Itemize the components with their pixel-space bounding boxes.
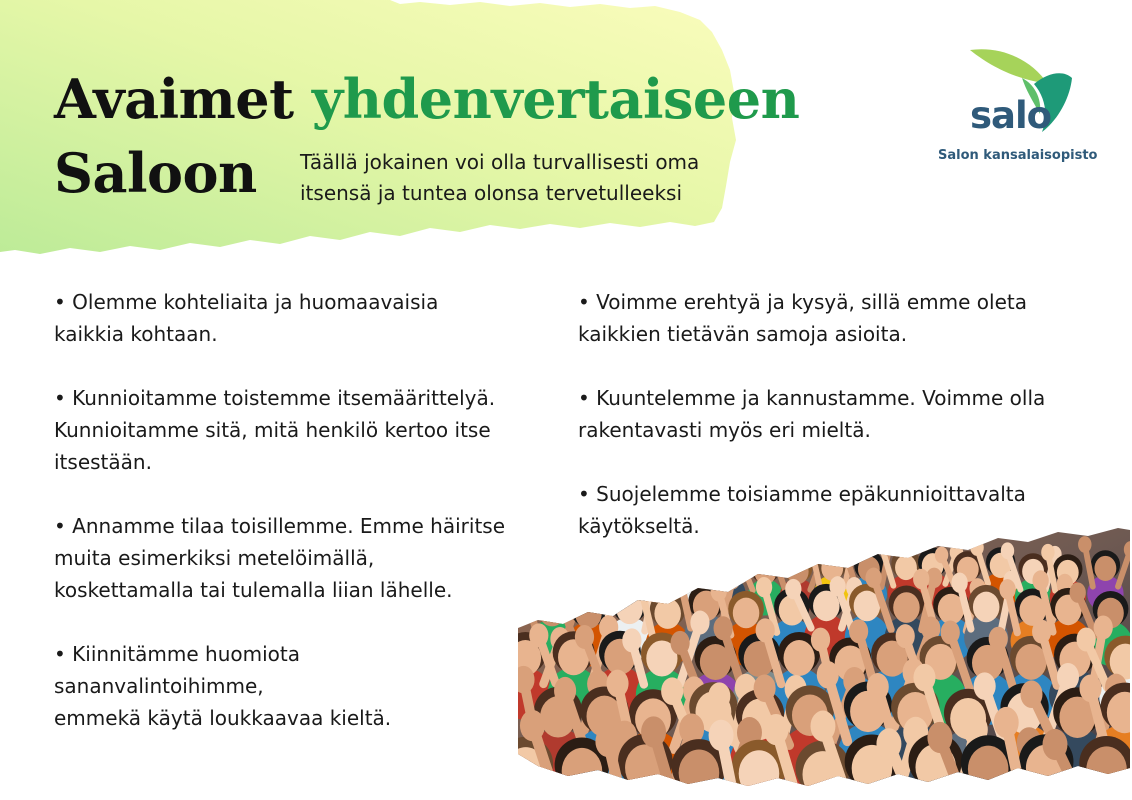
crowd-person-arm — [541, 552, 553, 588]
crowd-person-hand — [661, 677, 683, 705]
crowd-person-body — [725, 787, 793, 796]
list-item: • Kuuntelemme ja kannustamme. Voimme olla rakentavasti myös eri mieltä. — [578, 386, 1046, 442]
crowd-person-hand — [641, 716, 666, 747]
crowd-person-hand — [994, 707, 1019, 738]
crowd-person-hand — [999, 579, 1015, 599]
crowd-person-hand — [690, 611, 709, 635]
crowd-person-hand — [970, 539, 983, 556]
title-word-accent: yhdenvertaiseen — [311, 67, 800, 131]
crowd-person-arm — [642, 553, 654, 588]
crowd-person-face — [518, 557, 539, 582]
crowd-person-hand — [883, 538, 896, 555]
crowd-person-hand — [927, 722, 952, 753]
crowd-person-body — [578, 576, 614, 612]
tagline-line: itsensä ja tuntea olonsa tervetulleeksi — [300, 181, 683, 205]
crowd-person-hand — [974, 672, 996, 700]
crowd-person-face — [688, 556, 710, 581]
crowd-person-hand — [913, 664, 935, 692]
crowd-person-hand — [849, 619, 868, 643]
crowd-person-arm — [576, 551, 584, 587]
crowd-person-body — [548, 784, 616, 796]
crowd-person-hand — [913, 569, 929, 589]
crowd-person-hand — [1057, 663, 1079, 691]
crowd-person-hand — [647, 545, 660, 562]
crowd-person-arm — [704, 550, 715, 587]
crowd-person-hand — [711, 581, 727, 601]
crowd-person-hand — [1001, 542, 1014, 559]
crowd-person-face — [616, 594, 643, 625]
crowd-person-arm — [609, 554, 624, 587]
crowd-person-body — [789, 787, 857, 796]
crowd-person-hand — [1070, 582, 1086, 602]
crowd-person-hand — [1043, 729, 1068, 760]
crowd-person-hand — [811, 628, 830, 652]
crowd-person-hand — [951, 573, 967, 593]
crowd-person-face — [549, 559, 571, 584]
crowd-person-hand — [1077, 627, 1096, 651]
crowd-person-face — [739, 750, 780, 796]
salo-logo — [930, 44, 1100, 174]
crowd-person-hand — [1094, 615, 1113, 639]
crowd-person-hand — [697, 541, 710, 558]
logo-wordmark: salo — [970, 94, 1052, 137]
crowd-person-arm — [673, 556, 684, 590]
crowd-person-hand — [709, 720, 734, 751]
crowd-person-hand — [941, 620, 960, 644]
crowd-photo — [518, 528, 1132, 796]
crowd-person-hand — [672, 570, 688, 590]
crowd-person-face — [650, 559, 672, 584]
crowd-person-hand — [1032, 570, 1048, 590]
crowd-person-hand — [646, 578, 662, 598]
crowd-person-hand — [754, 674, 776, 702]
crowd-person-face — [1015, 644, 1046, 680]
crowd-person-hand — [838, 542, 851, 559]
crowd-person-hand — [618, 546, 631, 563]
list-item: • Suojelemme toisiamme epäkunnioittavalta käytökseltä. — [578, 482, 1026, 538]
crowd-person-face — [562, 748, 603, 795]
title-word-dark: Avaimet — [54, 67, 294, 131]
crowd-person-hand — [810, 711, 835, 742]
tagline-line: Täällä jokainen voi olla turvallisesti oma — [300, 150, 700, 174]
crowd-person-hand — [589, 572, 605, 592]
crowd-person-hand — [1032, 620, 1051, 644]
crowd-person-arm — [639, 548, 648, 590]
crowd-person-hand — [874, 536, 887, 553]
crowd-person-hair — [545, 553, 574, 582]
crowd-person-body — [518, 784, 560, 796]
crowd-person-hand — [733, 549, 746, 566]
list-item: • Kiinnitämme huomiota sananvalintoihimme, emmekä käytä loukkaavaa kieltä. — [54, 642, 392, 730]
crowd-person-body — [1073, 783, 1132, 796]
crowd-person-arm — [535, 557, 548, 590]
crowd-person-hair — [713, 550, 742, 579]
crowd-person-body — [954, 782, 1022, 796]
crowd-person-hand — [724, 569, 740, 589]
crowd-person-hand — [845, 543, 858, 560]
crowd-person-face — [539, 596, 566, 627]
crowd-person-hand — [677, 548, 690, 565]
list-item: • Olemme kohteliaita ja huomaavaisia kaikkia kohtaan. — [54, 290, 439, 346]
crowd-person-hand — [669, 546, 682, 563]
crowd-person-hair — [582, 551, 611, 580]
crowd-person-hand — [595, 726, 620, 757]
crowd-person-body — [518, 577, 546, 613]
list-item: • Annamme tilaa toisillemme. Emme häiritse muita esimerkiksi metelöimällä, koskettamalla tai tulemalla liian lähelle. — [54, 514, 506, 602]
tagline — [300, 147, 730, 209]
crowd-person-arm — [606, 554, 617, 588]
crowd-person-hand — [606, 670, 628, 698]
crowd-person-body — [838, 781, 906, 796]
crowd-person-hair — [646, 553, 675, 582]
crowd-person-hand — [622, 628, 641, 652]
list-item: • Voimme erehtyä ja kysyä, sillä emme oleta kaikkien tietävän samoja asioita. — [578, 290, 1027, 346]
crowd-person-hand — [632, 539, 645, 556]
crowd-person-hair — [684, 550, 713, 579]
crowd-person-hand — [547, 580, 563, 600]
crowd-person-hand — [546, 544, 559, 561]
title-word-line2: Saloon — [54, 141, 257, 205]
crowd-person-face — [618, 557, 640, 582]
crowd-person-hand — [896, 624, 915, 648]
crowd-person-hand — [829, 576, 845, 596]
crowd-person-hand — [1078, 536, 1091, 553]
crowd-person-hand — [756, 577, 772, 597]
crowd-person-arm — [676, 555, 687, 587]
crowd-person-hand — [599, 546, 612, 563]
crowd-person-hand — [989, 627, 1008, 651]
crowd-person-face — [973, 592, 1000, 623]
crowd-person-hand — [575, 625, 594, 649]
crowd-person-hand — [785, 579, 801, 599]
crowd-person-body — [612, 781, 680, 796]
crowd-person-hand — [529, 623, 548, 647]
crowd-person-face — [1094, 556, 1116, 581]
logo-subtitle: Salon kansalaisopisto — [938, 148, 1098, 163]
crowd-person-hand — [714, 616, 733, 640]
crowd-person-body — [542, 579, 578, 615]
crowd-person-face — [733, 598, 760, 629]
list-item: • Kunnioitamme toistemme itsemäärittelyä. Kunnioitamme sitä, mitä henkilö kertoo itse itsestään. — [54, 386, 496, 474]
crowd-person-hand — [520, 710, 545, 741]
crowd-person-face — [968, 746, 1009, 793]
crowd-person-hand — [817, 661, 839, 689]
crowd-person-face — [717, 556, 739, 581]
crowd-person-hand — [518, 575, 531, 595]
crowd-person-hand — [765, 542, 778, 559]
crowd-person-hand — [804, 535, 817, 552]
crowd-person-hand — [899, 543, 912, 560]
crowd-person-hand — [764, 714, 789, 745]
crowd-person-hand — [576, 572, 592, 592]
crowd-person-hand — [865, 568, 881, 588]
crowd-person-hand — [634, 580, 650, 600]
crowd-person-body — [902, 780, 970, 796]
crowd-person-hand — [554, 677, 576, 705]
crowd-person-hand — [1020, 680, 1042, 708]
crowd-person-hand — [670, 631, 689, 655]
crowd-person-hand — [1079, 675, 1101, 703]
crowd-person-hand — [528, 549, 541, 566]
crowd-person-hand — [876, 728, 901, 759]
crowd-person-hand — [569, 543, 582, 560]
left-column — [54, 286, 524, 766]
crowd-person-hair — [518, 552, 543, 581]
crowd-person-face — [575, 598, 602, 629]
crowd-person-face — [784, 640, 815, 676]
crowd-person-hand — [1041, 544, 1054, 561]
crowd-person-face — [1086, 746, 1127, 793]
crowd-person-hand — [756, 618, 775, 642]
crowd-person-face — [654, 598, 681, 629]
crowd-person-face — [586, 557, 608, 582]
crowd-person-hair — [534, 589, 570, 625]
crowd-person-hair — [614, 552, 643, 581]
crowd-person-face — [893, 592, 920, 623]
crowd-person-body — [665, 786, 733, 796]
crowd-person-hand — [708, 682, 730, 710]
crowd-person-hand — [867, 673, 889, 701]
crowd-person-body — [1012, 781, 1080, 796]
crowd-person-face — [679, 750, 720, 796]
crowd-person-hand — [935, 547, 948, 564]
